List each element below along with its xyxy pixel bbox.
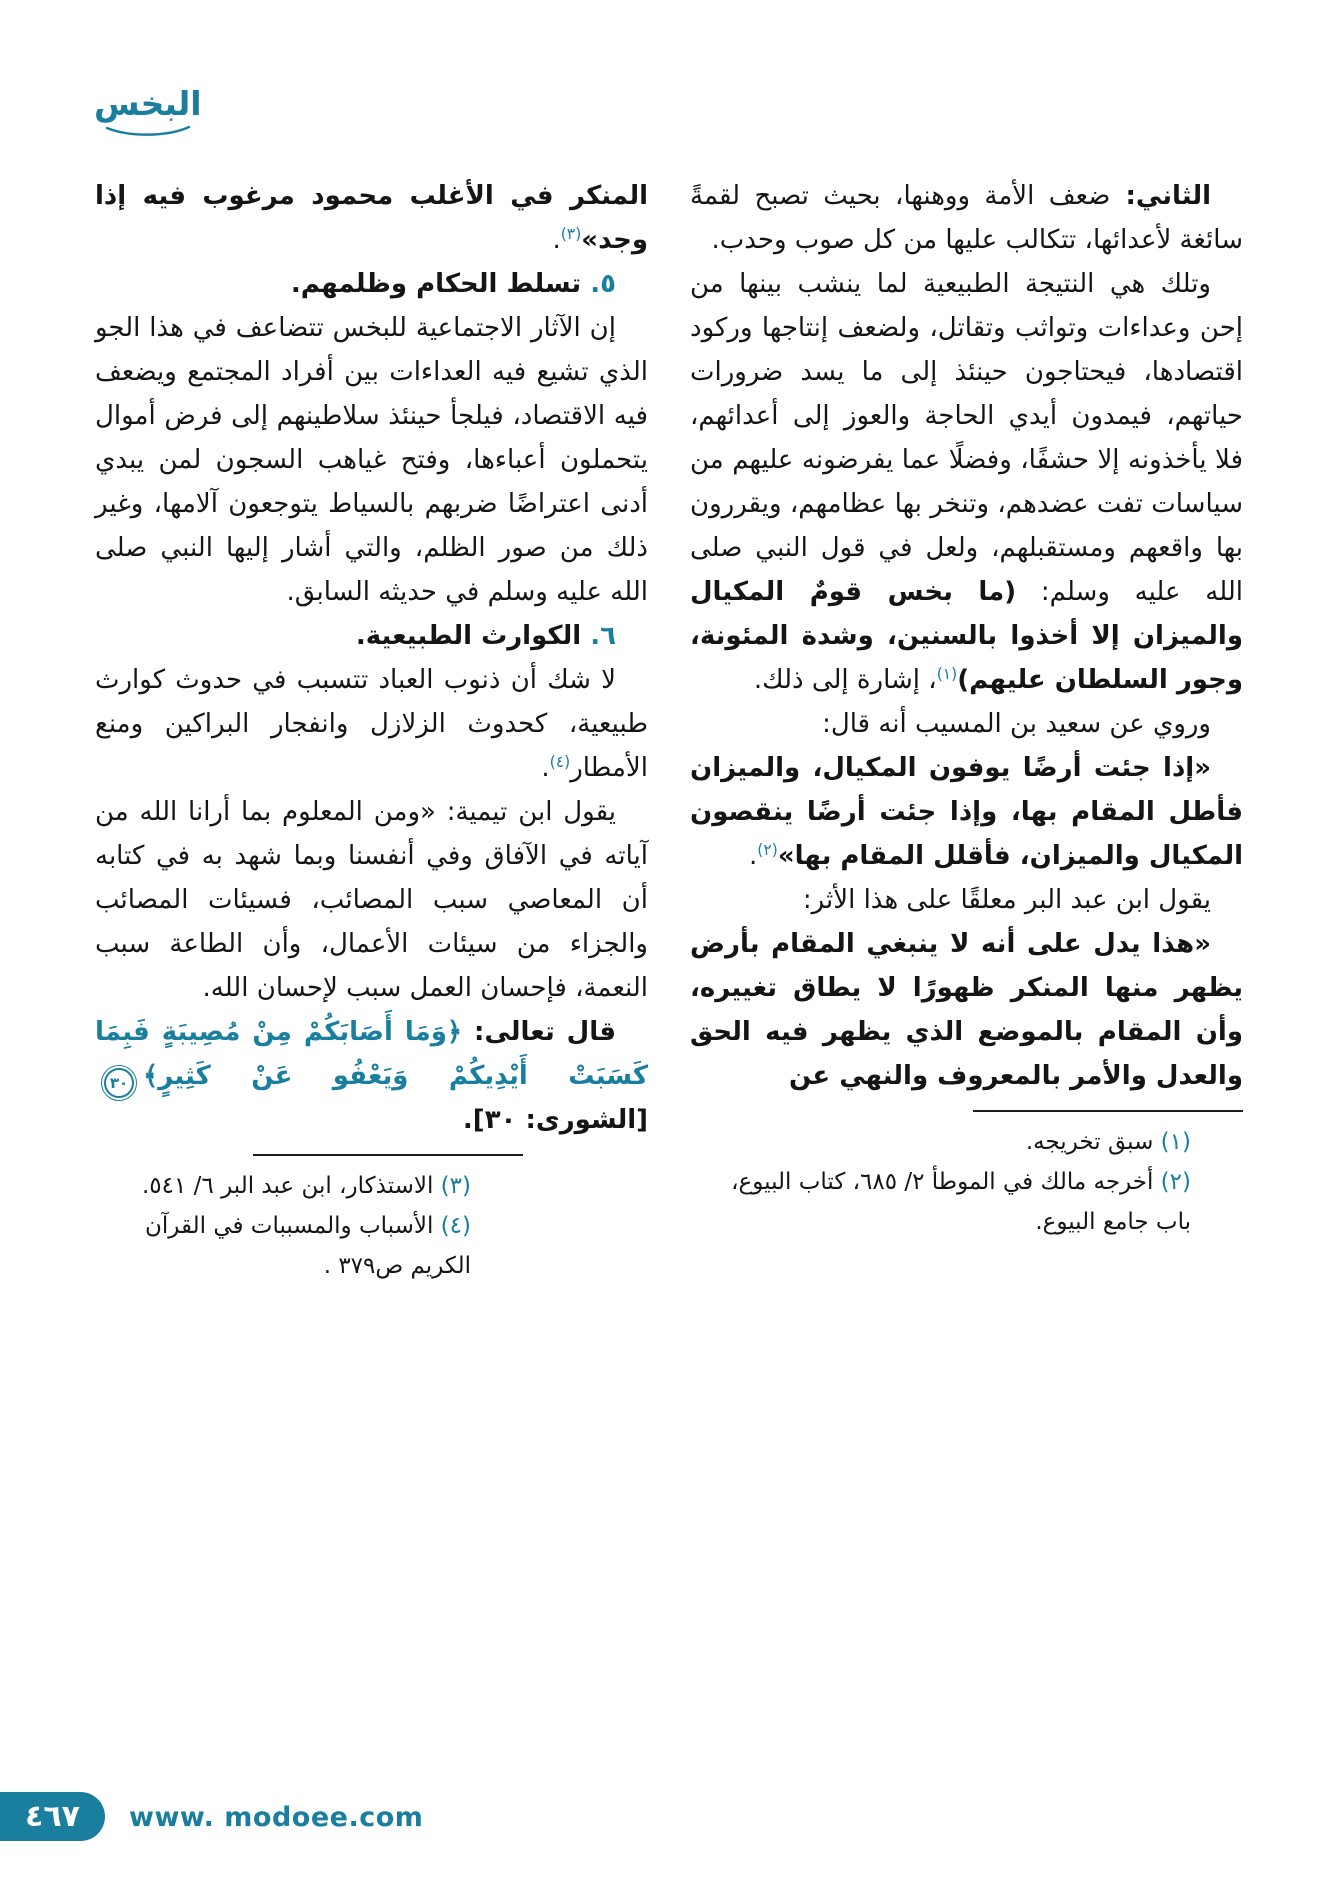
column-left [95, 174, 648, 1286]
paragraph: «إذا جئت أرضًا يوفون المكيال، والميزان فأطل المقام بها، وإذا جئت أرضًا ينقصون المكيال والميزان، فأقلل المقام بها»$^{(٢)}$. [690, 753, 1243, 871]
page-number-badge [0, 1792, 105, 1841]
header-underline-swash [105, 125, 191, 137]
footnote: (٢) أخرجه مالك في الموطأ ٢/ ٦٨٥، كتاب البيوع، باب جامع البيوع. [731, 1169, 1191, 1235]
paragraph: الثاني: ضعف الأمة ووهنها، بحيث تصبح لقمةً سائغة لأعدائها، تتكالب عليها من كل صوب وحدب. [690, 181, 1243, 255]
paragraph: لا شك أن ذنوب العباد تتسبب في حدوث كوارث طبيعية، كحدوث الزلازل وانفجار البراكين ومنع الأمطار$^{(٤)}$. [95, 665, 648, 783]
page-number: ٤٦٧ [25, 1799, 80, 1834]
column-right-body [690, 174, 1243, 1098]
paragraph: يقول ابن عبد البر معلقًا على هذا الأثر: [802, 885, 1211, 915]
paragraph: المنكر في الأغلب محمود مرغوب فيه إذا وجد»$^{(٣)}$. [95, 181, 648, 255]
footnotes-left [95, 1154, 523, 1286]
paragraph: يقول ابن تيمية: «ومن المعلوم بما أرانا الله من آياته في الآفاق وفي أنفسنا وبما شهد به في كتابه أن المعاصي سبب المصائب، فسيئات المصائب والجزاء من سيئات الأعمال، وأن الطاعة سبب النعمة، فإحسان العمل سبب لإحسان الله. [95, 797, 648, 1003]
paragraph: «هذا يدل على أنه لا ينبغي المقام بأرض يظهر منها المنكر ظهورًا لا يطاق تغييره، وأن المقام بالموضع الذي يظهر فيه الحق والعدل والأمر بالمعروف والنهي عن [690, 929, 1243, 1091]
paragraph: إن الآثار الاجتماعية للبخس تتضاعف في هذا الجو الذي تشيع فيه العداءات بين أفراد المجتمع ويضعف فيه الاقتصاد، فيلجأ حينئذ سلاطينهم إلى فرض أموال يتحملون أعباءها، وفتح غياهب السجون لمن يبدي أدنى اعتراضًا ضربهم بالسياط يتوجعون آلامها، وغير ذلك من صور الظلم، والتي أشار إليها النبي صلى الله عليه وسلم في حديثه السابق. [95, 313, 648, 607]
footnotes-right [690, 1110, 1243, 1242]
paragraph: وروي عن سعيد بن المسيب أنه قال: [822, 709, 1211, 739]
footnote: (٤) الأسباب والمسببات في القرآن الكريم ص٣٧٩ . [145, 1213, 471, 1279]
paragraph: ٥. تسلط الحكام وظلمهم. [290, 269, 616, 299]
column-left-body [95, 174, 648, 1142]
paragraph: قال تعالى: ﴿وَمَا أَصَابَكُمْ مِنْ مُصِيبَةٍ فَبِمَا كَسَبَتْ أَيْدِيكُمْ وَيَعْفُو عَنْ كَثِيرٍ﴾٣٠ [الشورى: ٣٠]. [95, 1017, 648, 1135]
paragraph: وتلك هي النتيجة الطبيعية لما ينشب بينها من إحن وعداءات وتواثب وتقاتل، ولضعف إنتاجها وركود اقتصادها، فيحتاجون حينئذ إلى ما يسد ضرورات حياتهم، فيمدون أيدي الحاجة والعوز إلى أعدائهم، فلا يأخذونه إلا حشفًا، وفضلًا عما يفرضونه عليهم من سياسات تفت عضدهم، وتنخر بها عظامهم، ويقررون بها واقعهم ومستقبلهم، ولعل في قول النبي صلى الله عليه وسلم: (ما بخس قومٌ المكيال والميزان إلا أخذوا بالسنين، وشدة المئونة، وجور السلطان عليهم)$^{(١)}$، إشارة إلى ذلك. [690, 269, 1243, 695]
footnote-separator-right [973, 1110, 1243, 1112]
running-header-word: البخس [94, 84, 202, 123]
column-right [690, 174, 1243, 1242]
footnote: (٣) الاستذكار، ابن عبد البر ٦/ ٥٤١. [141, 1173, 471, 1199]
footnote-list-right [690, 1122, 1243, 1242]
paragraph: ٦. الكوارث الطبيعية. [355, 621, 616, 651]
verse-number-rosette: ٣٠ [104, 1068, 134, 1098]
running-header [94, 86, 202, 141]
footnote: (١) سبق تخريجه. [1025, 1129, 1191, 1155]
footnote-list-left [95, 1166, 523, 1286]
website-url: www. modoee.com [129, 1802, 424, 1833]
footnote-separator-left [253, 1154, 523, 1156]
